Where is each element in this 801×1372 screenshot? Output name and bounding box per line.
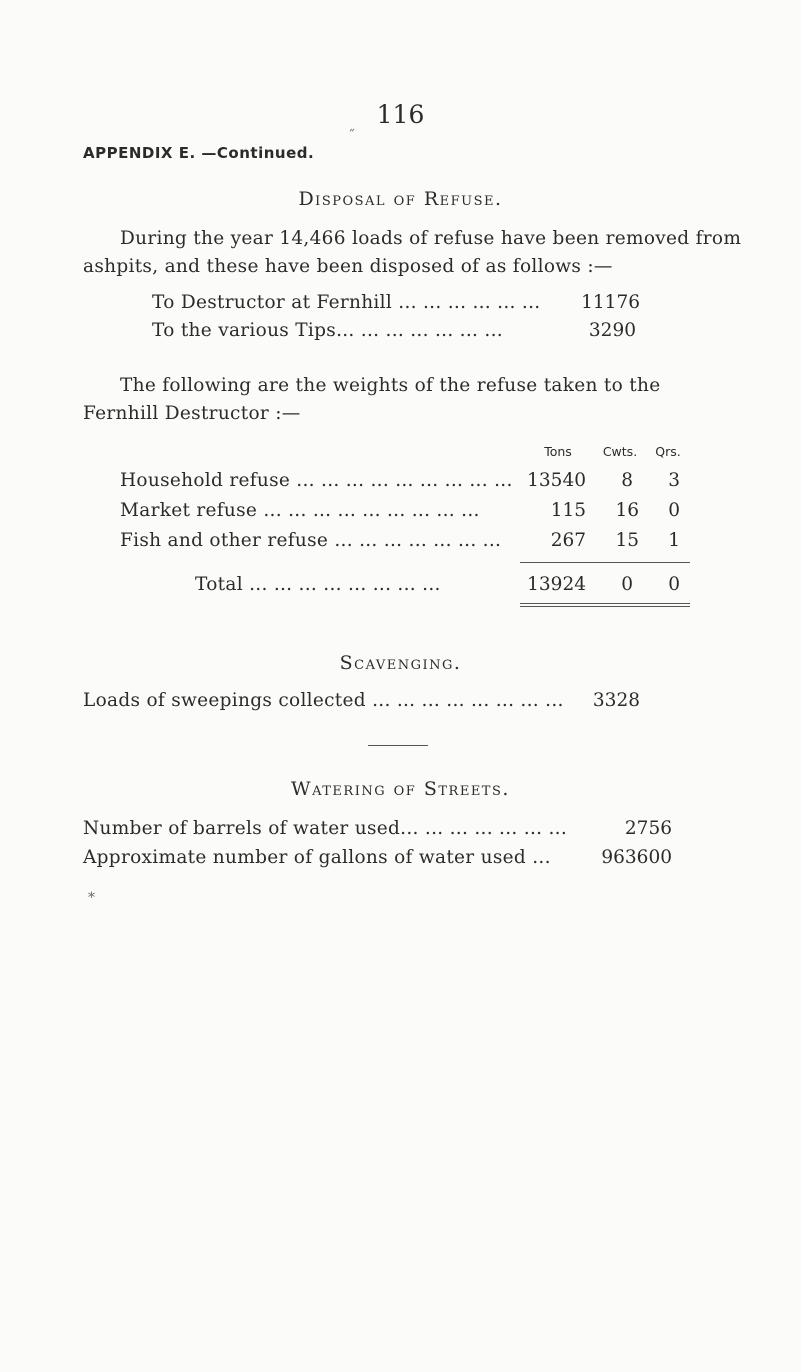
col-qrs: Qrs. [655, 444, 681, 459]
row-label: Fish and other refuse [120, 530, 329, 551]
scavenging-row [83, 690, 564, 711]
weights-row-household [120, 470, 513, 491]
row-label: Approximate number of gallons of water used [83, 847, 527, 868]
total-rule-top [520, 562, 690, 563]
watering-heading: Watering of Streets. [291, 778, 510, 800]
col-tons: Tons [544, 444, 572, 459]
household-tons: 13540 [527, 470, 586, 491]
speck-mark: ˝ [348, 128, 355, 144]
market-qrs: 0 [668, 500, 680, 521]
scavenging-heading: Scavenging. [339, 652, 462, 674]
leader-dots: ... [526, 847, 551, 868]
total-cwts: 0 [621, 574, 633, 595]
appendix-header [83, 144, 314, 162]
disposal-item-tips-value: 3290 [588, 320, 636, 341]
row-label: Household refuse [120, 470, 291, 491]
disposal-heading: Disposal of Refuse. [298, 188, 503, 210]
disposal-item-fernhill [152, 292, 540, 313]
disposal-intro-line2: ashpits, and these have been disposed of as follows :— [83, 256, 613, 277]
disposal-item-tips [152, 320, 503, 341]
household-qrs: 3 [668, 470, 680, 491]
speck-mark: * [88, 890, 95, 906]
total-rule-bottom [520, 603, 690, 604]
fish-tons: 267 [550, 530, 586, 551]
weights-intro-line1: The following are the weights of the refuse taken to the [120, 375, 661, 396]
appendix-continued: Continued. [216, 144, 315, 162]
page-number: 116 [376, 100, 425, 129]
leader-dots: ... ... ... ... ... ... ... [328, 530, 502, 551]
leader-dots: ... ... ... ... ... ... ... ... [365, 690, 564, 711]
row-label: Loads of sweepings collected [83, 690, 366, 711]
row-label: Market refuse [120, 500, 258, 521]
market-cwts: 16 [615, 500, 639, 521]
leader-dots: ... ... ... ... ... ... ... ... ... [257, 500, 480, 521]
weights-row-total [195, 574, 441, 595]
watering-gallons-value: 963600 [601, 847, 672, 868]
item-label: To Destructor at Fernhill [152, 292, 393, 313]
disposal-intro-line1: During the year 14,466 loads of refuse have been removed from [120, 228, 742, 249]
market-tons: 115 [550, 500, 586, 521]
total-qrs: 0 [668, 574, 680, 595]
weights-row-market [120, 500, 480, 521]
disposal-item-fernhill-value: 11176 [581, 292, 640, 313]
weights-row-fish [120, 530, 501, 551]
household-cwts: 8 [621, 470, 633, 491]
row-label: Total [195, 574, 243, 595]
col-cwts: Cwts. [602, 444, 638, 459]
leader-dots: ... ... ... ... ... ... ... ... ... [290, 470, 513, 491]
section-divider [368, 745, 428, 746]
row-label: Number of barrels of water used [83, 818, 401, 839]
fish-cwts: 15 [615, 530, 639, 551]
total-rule-bottom-double [520, 606, 690, 607]
watering-barrels-value: 2756 [624, 818, 672, 839]
appendix-label: APPENDIX E. [83, 144, 196, 162]
appendix-dash: — [201, 144, 217, 162]
total-tons: 13924 [527, 574, 586, 595]
weights-intro-line2: Fernhill Destructor :— [83, 403, 301, 424]
leader-dots: ... ... ... ... ... ... ... [400, 818, 568, 839]
leader-dots: ... ... ... ... ... ... ... [336, 320, 503, 341]
item-label: To the various Tips [152, 320, 337, 341]
scavenging-value: 3328 [592, 690, 640, 711]
watering-row-gallons [83, 847, 551, 868]
leader-dots: ... ... ... ... ... ... [392, 292, 541, 313]
leader-dots: ... ... ... ... ... ... ... ... [242, 574, 441, 595]
fish-qrs: 1 [668, 530, 680, 551]
watering-row-barrels [83, 818, 567, 839]
